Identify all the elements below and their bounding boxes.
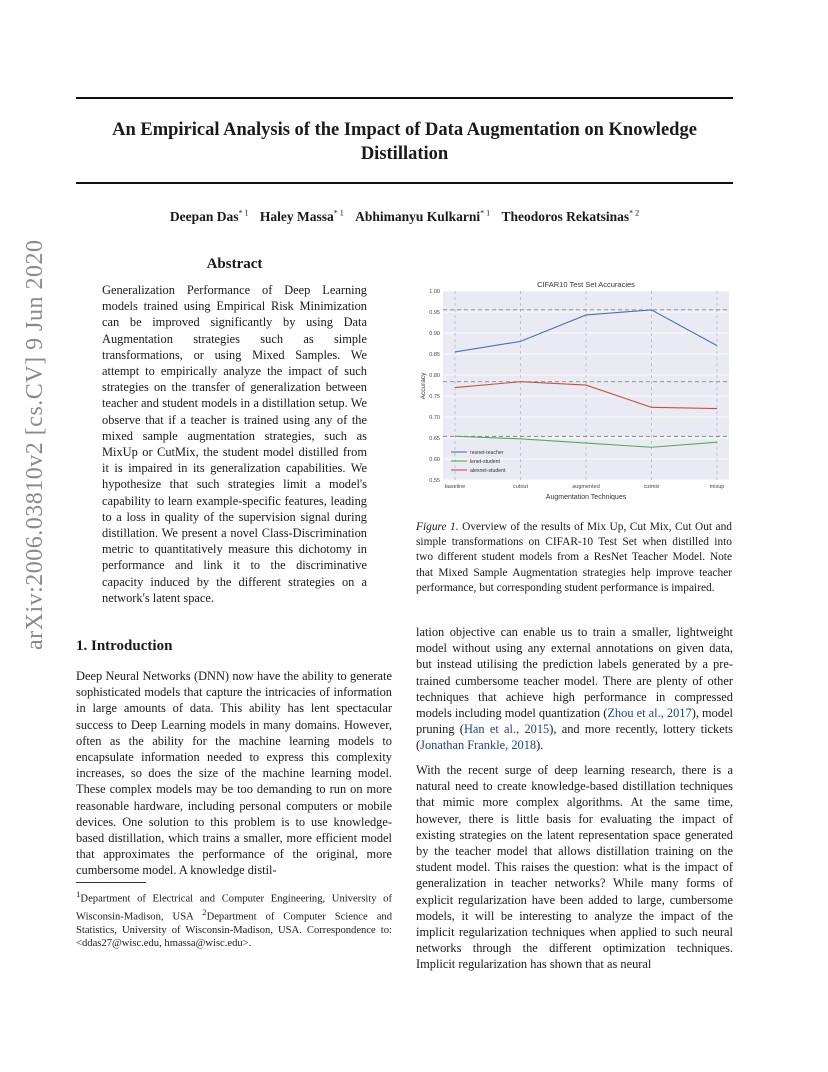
- y-tick-label: 0.75: [429, 394, 440, 400]
- x-axis-label: Augmentation Techniques: [545, 494, 627, 501]
- legend-label: alexnet-student: [470, 468, 506, 474]
- footnote-rule: [76, 882, 146, 883]
- footnote-marker: 1: [76, 889, 81, 899]
- x-tick-label: augmented: [572, 484, 600, 490]
- y-tick-label: 0.60: [429, 457, 440, 463]
- x-tick-label: cutout: [513, 484, 528, 490]
- footnote: [76, 888, 392, 951]
- author-list: [76, 208, 733, 225]
- legend-label: lenet-student: [470, 459, 500, 465]
- arxiv-identifier: arXiv:2006.03810v2 [cs.CV] 9 Jun 2020: [22, 239, 48, 650]
- caption-text: Overview of the results of Mix Up, Cut Mix, Cut Out and simple transformations on CIFAR-10 Test Set when distilled into two different student models from a ResNet Teacher Model. Note that Mixed Sample Augmentation strategies help improve teacher performance, but corresponding student performance is impaired.: [416, 521, 732, 594]
- paper-title: An Empirical Analysis of the Impact of Data Augmentation on Knowledge Distillation: [112, 120, 697, 164]
- figure-1-chart: [415, 276, 733, 506]
- body-paragraph: [416, 624, 733, 754]
- y-tick-labels: [429, 289, 440, 484]
- section-heading-introduction: 1. Introduction: [76, 638, 173, 654]
- paragraph-text: ), model pruning (: [416, 706, 733, 737]
- x-tick-label: mixup: [709, 484, 725, 490]
- y-tick-label: 1.00: [429, 289, 440, 295]
- citation-link[interactable]: Jonathan Frankle, 2018: [420, 738, 537, 753]
- paragraph-text: lation objective can enable us to train a smaller, lightweight model without using any external annotations on given data, but instead utilising the prediction labels generated by a pre-trained cumbersome teacher model. There are plenty of other techniques that achieve high performance in compressed models including model quantization (: [416, 625, 733, 721]
- x-tick-labels: [445, 484, 725, 490]
- y-tick-label: 0.70: [429, 415, 440, 421]
- title-bottom-rule: [76, 182, 733, 184]
- x-tick-label: baseline: [444, 484, 466, 490]
- author: Abhimanyu Kulkarni$^{* 1}$: [355, 208, 491, 224]
- abstract-heading: Abstract: [206, 256, 263, 272]
- y-tick-label: 0.85: [429, 352, 440, 358]
- y-tick-label: 0.95: [429, 310, 440, 316]
- y-axis-label: Accuracy: [420, 372, 427, 400]
- author: Haley Massa$^{* 1}$: [259, 208, 344, 224]
- author: Theodoros Rekatsinas$^{* 2}$: [501, 208, 640, 224]
- introduction-text: Deep Neural Networks (DNN) now have the ability to generate sophisticated models that capture the intricacies of information in large amounts of data. This ability has lent spectacular success to Deep Learning models in many domains. However, often as the ability for the machine learning models to encapsulate information needed to express this complexity increases, so does the size of the machine learning model. These complex models may be too demanding to run on more reasonable hardware, including personal computers or mobile devices. One solution to this problem is to use knowledge-based distillation, which trains a smaller, more efficient model that approximates the performance of the original, more cumbersome model. A knowledge distil-: [76, 669, 392, 878]
- footnote-marker: 2: [202, 906, 207, 917]
- line-chart: [415, 276, 733, 506]
- figure-label: Figure 1.: [416, 521, 459, 533]
- y-tick-label: 0.90: [429, 331, 440, 337]
- abstract-text: Generalization Performance of Deep Learning models trained using Empirical Risk Minimization can be improved significantly by using Data Augmentation strategies such as simple transformations, or using Mixed Samples. We attempt to empirically analyze the impact of such strategies on the transfer of generalization between teacher and student models in a distillation setup. We observe that if a teacher is trained using any of the mixed sample augmentation strategies, such as MixUp or CutMix, the student model distilled from it is impaired in its generalization capabilities. We hypothesize that such strategies limit a model's capability to learn example-specific features, leading to a loss in quality of the supervision signal during distillation. We present a novel Class-Discrimination metric to quantitatively measure this dichotomy in performance and link it to the discriminative capacity induced by the different strategies on a network's latent space.: [102, 283, 367, 605]
- y-tick-label: 0.55: [429, 478, 440, 484]
- chart-title: CIFAR10 Test Set Accuracies: [537, 280, 635, 289]
- figure-caption: [416, 520, 732, 596]
- y-tick-label: 0.80: [429, 373, 440, 379]
- footnote-text: Department of Computer Science and Statistics, University of Wisconsin-Madison, USA. Correspondence to: <ddas27@wisc.edu, hmassa@wisc.edu>.: [76, 911, 392, 950]
- legend-label: resnet-teacher: [470, 450, 504, 456]
- paragraph-text: ).: [536, 738, 544, 753]
- citation-link[interactable]: Zhou et al., 2017: [607, 706, 692, 721]
- y-tick-label: 0.65: [429, 436, 440, 442]
- paragraph-text: ), and more recently, lottery tickets (: [416, 722, 733, 753]
- x-tick-label: cutmix: [643, 484, 660, 490]
- body-paragraph: With the recent surge of deep learning research, there is a natural need to create knowledge-based distillation techniques that mimic more complex algorithms. At the same time, however, there is little basis for evaluating the impact of existing strategies on the latent representation space generated by the teacher model that allows distillation training on the student model. This raises the question: what is the impact of generalization in teacher networks? While many forms of explicit regularization have been added to large, cumbersome models, it will be interesting to analyze the impact of the implicit regularization techniques when applied to such neural networks through the different optimization techniques. Implicit regularization has shown that as neural: [416, 763, 733, 972]
- footnote-text: Department of Electrical and Computer Engineering, University of Wisconsin-Madison, USA: [76, 893, 392, 923]
- author: Deepan Das$^{* 1}$: [169, 208, 249, 224]
- citation-link[interactable]: Han et al., 2015: [463, 722, 550, 737]
- title-top-rule: [76, 97, 733, 99]
